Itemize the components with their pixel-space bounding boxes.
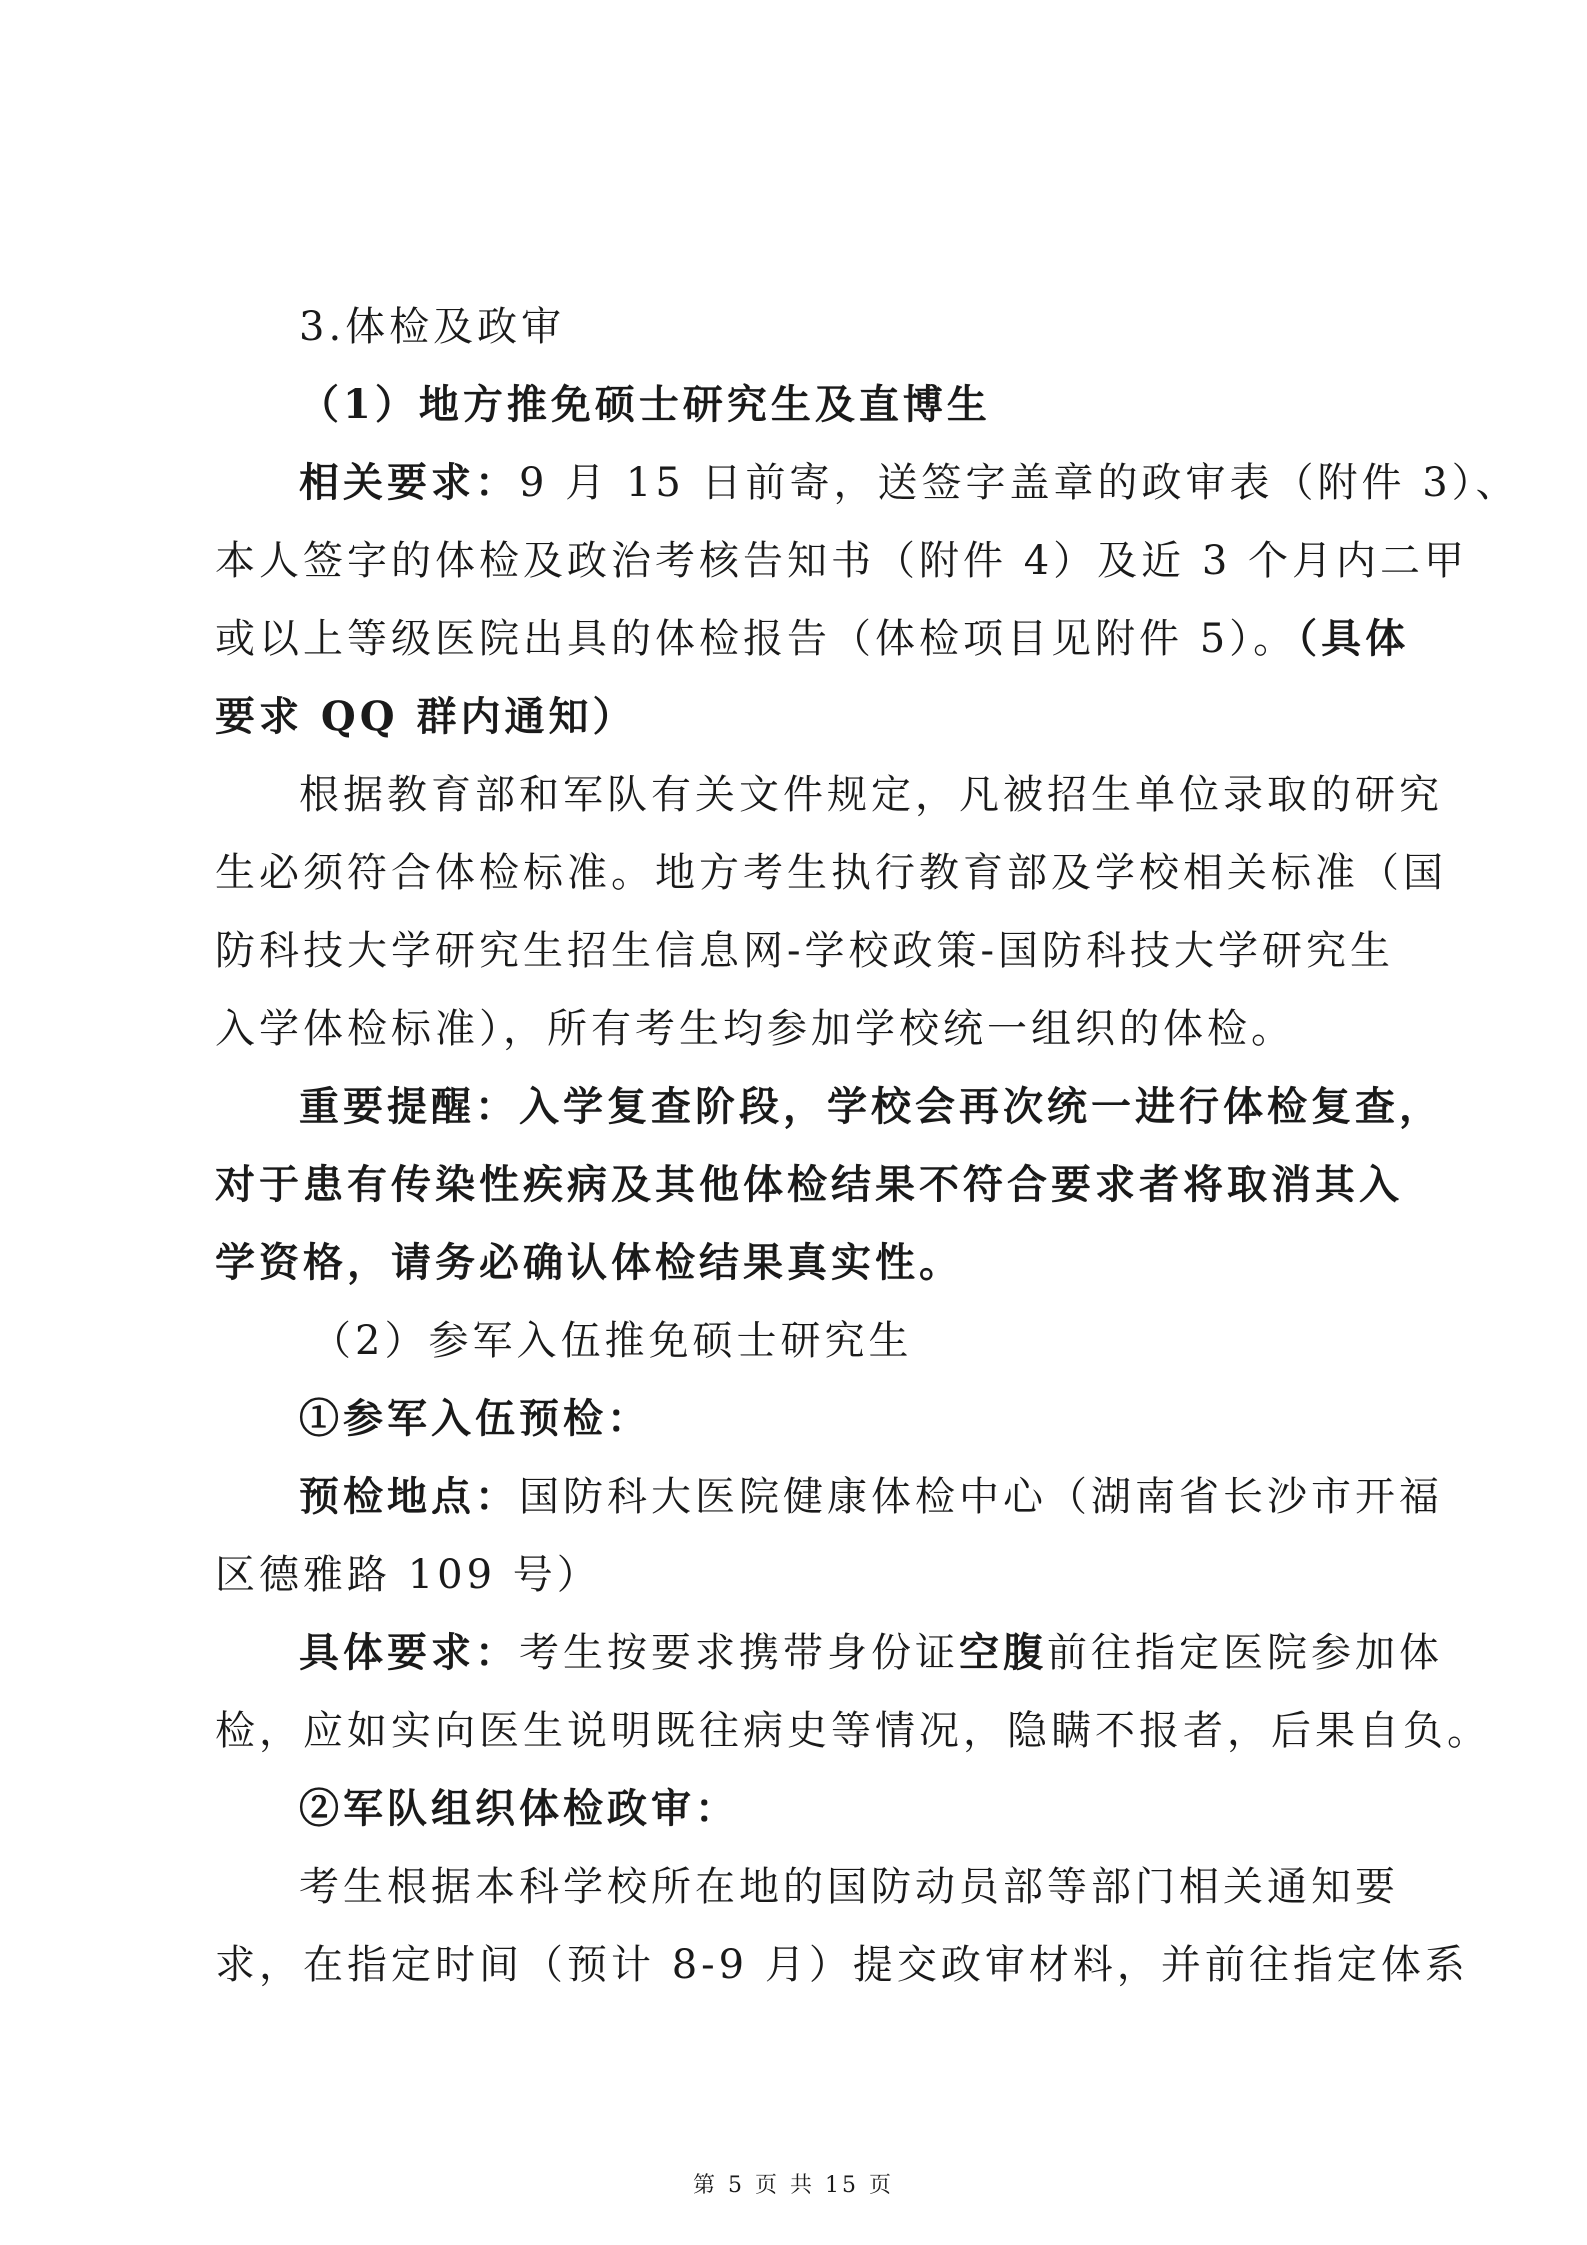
part2-heading: （2）参军入伍推免硕士研究生	[311, 1318, 913, 1364]
part1-heading: （1）地方推免硕士研究生及直博生	[299, 381, 991, 428]
paragraph-line-4: 入学体检标准），所有考生均参加学校统一组织的体检。	[215, 1006, 1295, 1052]
document-body	[215, 288, 1520, 2004]
location-label: 预检地点：	[299, 1473, 519, 1520]
requirements-line-4: 要求 QQ 群内通知）	[215, 693, 637, 740]
specific-line-2: 检，应如实向医生说明既往病史等情况，隐瞒不报者，后果自负。	[215, 1708, 1491, 1754]
specific-text-b: 前往指定医院参加体	[1047, 1630, 1443, 1676]
requirements-bold-3: （具体	[1297, 615, 1410, 662]
requirements-line-1	[215, 444, 1520, 522]
requirements-line-3	[215, 600, 1410, 678]
requirements-text-3: 或以上等级医院出具的体检报告（体检项目见附件 5）。	[215, 616, 1298, 662]
requirements-text-1: 9 月 15 日前寄，送签字盖章的政审表（附件 3）、	[519, 460, 1520, 506]
notice-line-2: 对于患有传染性疾病及其他体检结果不符合要求者将取消其入	[215, 1161, 1403, 1208]
specific-label: 具体要求：	[299, 1629, 519, 1676]
final-line-2: 求，在指定时间（预计 8-9 月）提交政审材料，并前往指定体系	[215, 1942, 1469, 1988]
notice-line-1: 重要提醒：入学复查阶段，学校会再次统一进行体检复查，	[299, 1083, 1443, 1130]
requirements-label: 相关要求：	[299, 459, 519, 506]
final-line-1: 考生根据本科学校所在地的国防动员部等部门相关通知要	[299, 1864, 1399, 1910]
paragraph-line-2: 生必须符合体检标准。地方考生执行教育部及学校相关标准（国	[215, 850, 1447, 896]
notice-line-3: 学资格，请务必确认体检结果真实性。	[215, 1239, 963, 1286]
page-number-footer: 第 5 页 共 15 页	[693, 2173, 894, 2198]
paragraph-line-3: 防科技大学研究生招生信息网-学校政策-国防科技大学研究生	[215, 928, 1395, 974]
specific-text-a: 考生按要求携带身份证	[519, 1630, 959, 1676]
subsection-1-title: ①参军入伍预检：	[299, 1395, 651, 1442]
location-line-1	[215, 1458, 1443, 1536]
subsection-2-title: ②军队组织体检政审：	[299, 1785, 739, 1832]
specific-line-1	[215, 1614, 1443, 1692]
requirements-line-2: 本人签字的体检及政治考核告知书（附件 4）及近 3 个月内二甲	[215, 538, 1469, 584]
specific-bold: 空腹	[959, 1629, 1047, 1676]
location-line-2: 区德雅路 109 号）	[215, 1552, 601, 1598]
paragraph-line-1: 根据教育部和军队有关文件规定，凡被招生单位录取的研究	[299, 772, 1443, 818]
location-text-1: 国防科大医院健康体检中心（湖南省长沙市开福	[519, 1474, 1443, 1520]
section-title: 3.体检及政审	[299, 304, 566, 350]
